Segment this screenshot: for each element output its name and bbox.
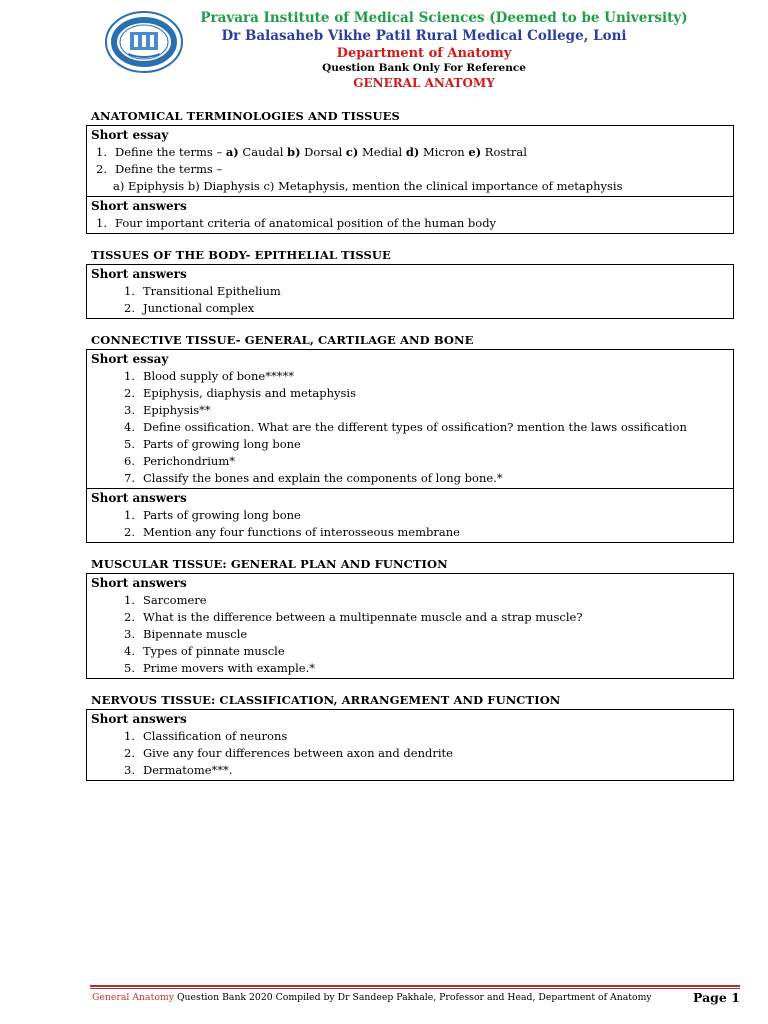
item-text-part: e)	[468, 145, 482, 159]
question-item	[91, 178, 727, 195]
item-text	[143, 524, 727, 541]
item-number: 1.	[124, 729, 135, 743]
item-text-part: Sarcomere	[143, 593, 207, 607]
question-box	[86, 573, 734, 679]
section-title: ANATOMICAL TERMINOLOGIES AND TISSUES	[91, 109, 400, 123]
item-text	[143, 300, 727, 317]
item-number: 2.	[124, 301, 135, 315]
section-title: CONNECTIVE TISSUE- GENERAL, CARTILAGE AND BONE	[91, 333, 474, 347]
item-number: 2.	[124, 386, 135, 400]
item-text	[143, 453, 727, 470]
question-item	[91, 368, 727, 385]
question-item	[91, 436, 727, 453]
item-text-part: Epiphysis, diaphysis and metaphysis	[143, 386, 357, 400]
question-block	[87, 710, 733, 780]
item-text-part: Micron	[419, 145, 469, 159]
item-text-part: Define ossification. What are the different types of ossification? mention the laws ossification	[143, 420, 687, 434]
item-text-part: What is the difference between a multipennate muscle and a strap muscle?	[143, 610, 583, 624]
section-title: TISSUES OF THE BODY- EPITHELIAL TISSUE	[91, 248, 391, 262]
item-text-part: Blood supply of bone*****	[143, 369, 294, 383]
question-list	[91, 215, 727, 232]
item-text	[143, 728, 727, 745]
question-block	[87, 350, 733, 488]
section	[86, 109, 734, 234]
item-text-part: Dermatome***.	[143, 763, 233, 777]
item-text-part: c)	[345, 145, 359, 159]
page-footer	[92, 992, 742, 1003]
item-number: 1.	[96, 145, 107, 159]
question-box	[86, 264, 734, 319]
section	[86, 333, 734, 543]
question-item	[91, 144, 727, 161]
item-text-part: Types of pinnate muscle	[143, 644, 285, 658]
question-block	[87, 265, 733, 318]
item-text-part: Mention any four functions of interosseous membrane	[143, 525, 460, 539]
item-text-part: Define the terms –	[115, 162, 223, 176]
item-number: 4.	[124, 420, 135, 434]
item-number: 1.	[124, 284, 135, 298]
item-text-part: Perichondrium*	[143, 454, 235, 468]
question-item	[91, 507, 727, 524]
question-item	[91, 419, 727, 436]
item-number: 7.	[124, 471, 135, 485]
item-text-part: Parts of growing long bone	[143, 437, 301, 451]
section	[86, 693, 734, 781]
item-text-part: Dorsal	[300, 145, 346, 159]
item-text	[143, 470, 727, 487]
item-text-part: Define the terms –	[115, 145, 226, 159]
question-item	[91, 161, 727, 178]
question-item	[91, 453, 727, 470]
section-title: NERVOUS TISSUE: CLASSIFICATION, ARRANGEMENT AND FUNCTION	[91, 693, 561, 707]
question-box	[86, 709, 734, 781]
question-list	[91, 507, 727, 541]
page-number: Page 1	[693, 990, 740, 1005]
item-text	[115, 215, 727, 232]
item-text	[143, 436, 727, 453]
block-title: Short answers	[91, 576, 187, 590]
item-text-part: b)	[287, 145, 301, 159]
question-list	[91, 368, 727, 487]
item-text-part: Give any four differences between axon and dendrite	[143, 746, 453, 760]
item-number: 2.	[96, 162, 107, 176]
item-number: 3.	[124, 627, 135, 641]
item-number: 2.	[124, 746, 135, 760]
item-text	[143, 762, 727, 779]
item-text	[115, 144, 727, 161]
document-subtitle: Question Bank Only For Reference	[322, 62, 526, 74]
item-number: 2.	[124, 525, 135, 539]
item-text	[143, 507, 727, 524]
block-title: Short essay	[91, 352, 169, 366]
footer-rule-thin	[90, 988, 740, 989]
question-item	[91, 626, 727, 643]
question-block	[87, 574, 733, 678]
item-text	[143, 643, 727, 660]
item-text-part: Epiphysis**	[143, 403, 211, 417]
section-title: MUSCULAR TISSUE: GENERAL PLAN AND FUNCTION	[91, 557, 448, 571]
question-list	[91, 728, 727, 779]
question-list	[91, 283, 727, 317]
question-item	[91, 643, 727, 660]
question-item	[91, 660, 727, 677]
item-number: 1.	[124, 369, 135, 383]
question-item	[91, 592, 727, 609]
question-item	[91, 762, 727, 779]
item-text	[143, 626, 727, 643]
item-number: 1.	[96, 216, 107, 230]
item-number: 1.	[124, 593, 135, 607]
item-text	[143, 385, 727, 402]
item-text	[143, 592, 727, 609]
question-bank-content	[86, 109, 734, 795]
footer-subject: General Anatomy	[92, 992, 174, 1003]
item-text	[143, 419, 727, 436]
section	[86, 248, 734, 319]
item-number: 1.	[124, 508, 135, 522]
institute-name: Pravara Institute of Medical Sciences (Deemed to be University)	[200, 10, 688, 26]
question-box	[86, 349, 734, 543]
question-box	[86, 125, 734, 234]
question-list	[91, 592, 727, 677]
question-block	[87, 196, 733, 233]
item-text-part: Rostral	[481, 145, 527, 159]
question-item	[91, 283, 727, 300]
item-text-part: d)	[405, 145, 420, 159]
question-list	[91, 144, 727, 195]
item-number: 5.	[124, 437, 135, 451]
page-header	[0, 8, 768, 98]
item-text-part: Classification of neurons	[143, 729, 288, 743]
item-text	[143, 609, 727, 626]
item-text-part: a) Epiphysis b) Diaphysis c) Metaphysis, mention the clinical importance of metaphysis	[113, 179, 623, 193]
question-item	[91, 385, 727, 402]
item-text-part: Four important criteria of anatomical position of the human body	[115, 216, 497, 230]
college-name: Dr Balasaheb Vikhe Patil Rural Medical College, Loni	[221, 28, 627, 44]
item-text	[143, 402, 727, 419]
question-item	[91, 402, 727, 419]
item-number: 3.	[124, 763, 135, 777]
item-text	[143, 283, 727, 300]
item-text	[143, 745, 727, 762]
question-item	[91, 728, 727, 745]
item-text-part: Bipennate muscle	[143, 627, 248, 641]
item-text	[115, 161, 727, 178]
question-block	[87, 488, 733, 542]
section	[86, 557, 734, 679]
footer-text: Question Bank 2020 Compiled by Dr Sandeep Pakhale, Professor and Head, Department of Anatomy	[173, 992, 652, 1003]
block-title: Short answers	[91, 267, 187, 281]
item-text-part: Junctional complex	[143, 301, 255, 315]
item-text	[143, 660, 727, 677]
question-item	[91, 300, 727, 317]
item-text-part: Caudal	[238, 145, 288, 159]
question-item	[91, 609, 727, 626]
block-title: Short answers	[91, 712, 187, 726]
item-number: 4.	[124, 644, 135, 658]
item-number: 2.	[124, 610, 135, 624]
item-text	[143, 368, 727, 385]
block-title: Short answers	[91, 199, 187, 213]
item-text-part: Classify the bones and explain the components of long bone.*	[143, 471, 503, 485]
department-name: Department of Anatomy	[336, 46, 512, 61]
item-text-part: Transitional Epithelium	[143, 284, 281, 298]
item-number: 6.	[124, 454, 135, 468]
question-block	[87, 126, 733, 196]
item-text-part: Prime movers with example.*	[143, 661, 315, 675]
block-title: Short answers	[91, 491, 187, 505]
subject-title: GENERAL ANATOMY	[353, 76, 495, 90]
footer-rule	[90, 985, 740, 987]
item-text	[91, 178, 727, 195]
item-number: 5.	[124, 661, 135, 675]
question-item	[91, 745, 727, 762]
question-item	[91, 524, 727, 541]
question-item	[91, 215, 727, 232]
item-number: 3.	[124, 403, 135, 417]
question-item	[91, 470, 727, 487]
block-title: Short essay	[91, 128, 169, 142]
item-text-part: Parts of growing long bone	[143, 508, 301, 522]
item-text-part: Medial	[358, 145, 406, 159]
item-text-part: a)	[225, 145, 239, 159]
